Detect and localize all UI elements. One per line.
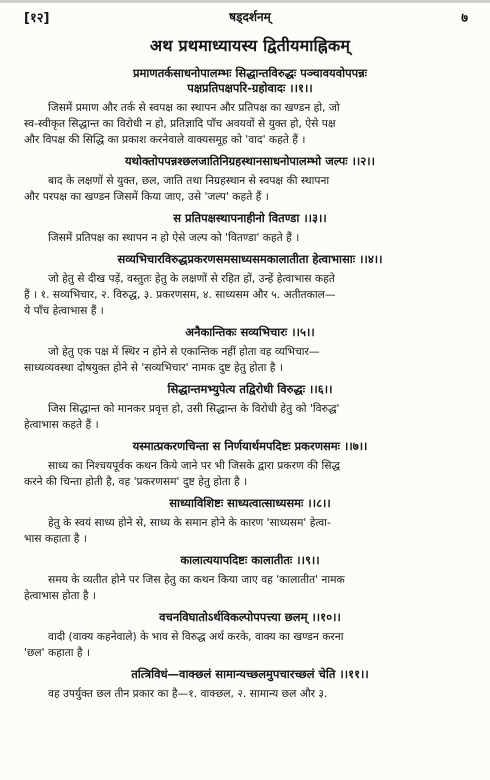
- commentary-line: करने की चिन्ता होती है, वह 'प्रकरणसम' दुष्ट हेतु होता है ।: [24, 475, 248, 488]
- commentary-paragraph: [24, 458, 476, 490]
- commentary-line: साध्यव्यवस्था दोषयुक्त होने से 'सव्यभिचार' नामक दुष्ट हेतु होता है ।: [24, 361, 283, 374]
- commentary-paragraph: [24, 230, 476, 246]
- sutra-heading: यस्मात्प्रकरणचिन्ता स निर्णयार्थमपदिष्टः प्रकरणसमः ।।७।।: [132, 439, 368, 453]
- commentary-line: वह उपर्युक्त छल तीन प्रकार का है—१. वाक्छल, २. सामान्य छल और ३.: [48, 687, 328, 700]
- sutra-heading: सव्यभिचारविरुद्धप्रकरणसमसाध्यसमकालातीता हेत्वाभासाः ।।४।।: [117, 252, 383, 266]
- commentary-paragraph: [24, 271, 476, 319]
- commentary-line: और परपक्ष का खण्डन जिसमें किया जाए, उसे 'जल्प' कहते हैं ।: [24, 190, 269, 203]
- commentary-line: बाद के लक्षणों से युक्त, छल, जाति तथा निग्रहस्थान से स्वपक्ष की स्थापना: [48, 174, 330, 187]
- sutra-heading: स प्रतिपक्षस्थापनाहीनो वितण्डा ।।३।।: [173, 211, 327, 225]
- commentary-line: हेत्वाभास होता है ।: [24, 589, 96, 602]
- commentary-paragraph: [24, 572, 476, 604]
- page-number-left: [१२]: [24, 11, 50, 26]
- commentary-line: साध्य का निश्चयपूर्वक कथन किये जाने पर भी जिसके द्वारा प्रकरण की सिद्ध: [48, 459, 340, 472]
- sutra-block-7: [24, 439, 476, 490]
- commentary-paragraph: [24, 344, 476, 376]
- commentary-line: जिस सिद्धान्त को मानकर प्रवृत्त हो, उसी सिद्धान्त के विरोधी हेतु को 'विरुद्ध': [48, 402, 340, 415]
- commentary-paragraph: [24, 401, 476, 433]
- commentary-line: समय के व्यतीत होने पर जिस हेतु का कथन किया जाए वह 'कालातीत' नामक: [48, 573, 345, 586]
- commentary-paragraph: [24, 515, 476, 547]
- commentary-line: और विपक्ष की सिद्धि का प्रकाश करनेवाले वाक्यसमूह को 'वाद' कहते हैं ।: [24, 133, 306, 146]
- commentary-line: हैं । १. सव्यभिचार, २. विरुद्ध, ३. प्रकरणसम, ४. साध्यसम और ५. अतीतकाल—: [24, 288, 336, 301]
- sutra-block-4: [24, 252, 476, 319]
- commentary-line: हेतु के स्वयं साध्य होने से, साध्य के समान होने के कारण 'साध्यसम' हेत्वा-: [48, 516, 331, 529]
- sutra-block-11: [24, 667, 476, 702]
- sutra-heading: [24, 66, 476, 96]
- commentary-line: 'छल' कहाता है ।: [24, 646, 91, 659]
- commentary-line: हेत्वाभास कहते हैं ।: [24, 418, 99, 431]
- sutra-line: प्रमाणतर्कसाधनोपालम्भः सिद्धान्तविरुद्धः पञ्चावयवोपपन्नः: [132, 66, 368, 80]
- sutra-heading: सिद्धान्तमभ्युपेत्य तद्विरोधी विरुद्धः ।।६।।: [167, 382, 333, 396]
- commentary-paragraph: [24, 173, 476, 205]
- chapter-title: अथ प्रथमाध्यायस्य द्वितीयमाह्निकम्: [149, 36, 351, 55]
- scan-top-edge: [0, 0, 490, 3]
- sutra-line: पक्षप्रतिपक्षपरि-ग्रहोवादः ।।१।।: [187, 81, 313, 95]
- sutra-heading: कालात्ययापदिष्टः कालातीतः ।।९।।: [180, 553, 320, 567]
- running-title: षड्दर्शनम्: [229, 10, 271, 24]
- commentary-line: जिसमें प्रमाण और तर्क से स्वपक्ष का स्थापन और प्रतिपक्ष का खण्डन हो, जो: [48, 101, 340, 114]
- commentary-paragraph: [24, 686, 476, 702]
- commentary-line: स्व-स्वीकृत सिद्धान्त का विरोधी न हो, प्रतिज्ञादि पाँच अवयवों से युक्त हो, ऐसे पक्ष: [24, 117, 336, 130]
- commentary-line: जो हेतु एक पक्ष में स्थिर न होने से एकान्तिक नहीं होता वह व्यभिचार—: [48, 345, 320, 358]
- commentary-line: जो हेतु से दीख पड़ें, वस्तुतः हेतु के लक्षणों से रहित हों, उन्हें हेत्वाभास कहते: [48, 272, 335, 285]
- commentary-paragraph: [24, 100, 476, 148]
- sutra-heading: साध्याविशिष्टः साध्यत्वात्साध्यसमः ।।८।।: [169, 496, 331, 510]
- page-header: [24, 6, 476, 28]
- sutra-block-6: [24, 382, 476, 433]
- sutra-heading: यथोक्तोपपन्नश्छलजातिनिग्रहस्थानसाधनोपालम्भो जल्पः ।।२।।: [125, 154, 375, 168]
- sutra-heading: तत्त्रिविधं—वाक्छलं सामान्यच्छलमुपचारच्छलं चेति ।।११।।: [131, 667, 369, 681]
- sutra-block-8: [24, 496, 476, 547]
- commentary-line: वादी (वाक्य कहनेवाले) के भाव से विरुद्ध अर्थ करके, वाक्य का खण्डन करना: [48, 630, 344, 643]
- sutra-block-5: [24, 325, 476, 376]
- sutra-block-1: [24, 66, 476, 148]
- sutra-block-3: [24, 211, 476, 246]
- sutra-block-10: [24, 610, 476, 661]
- sutra-heading: अनैकान्तिकः सव्यभिचारः ।।५।।: [185, 325, 315, 339]
- commentary-paragraph: [24, 629, 476, 661]
- page-number-right: ७: [461, 11, 468, 26]
- commentary-line: भास कहाता है ।: [24, 532, 87, 545]
- sutra-block-9: [24, 553, 476, 604]
- commentary-line: जिसमें प्रतिपक्ष का स्थापन न हो ऐसे जल्प को 'वितण्डा' कहते हैं ।: [48, 231, 300, 244]
- commentary-line: ये पाँच हेत्वाभास हैं ।: [24, 304, 104, 317]
- sutra-heading: वचनविघातोऽर्थविकल्पोपपत्त्या छलम् ।।१०।।: [159, 610, 341, 624]
- sutra-block-2: [24, 154, 476, 205]
